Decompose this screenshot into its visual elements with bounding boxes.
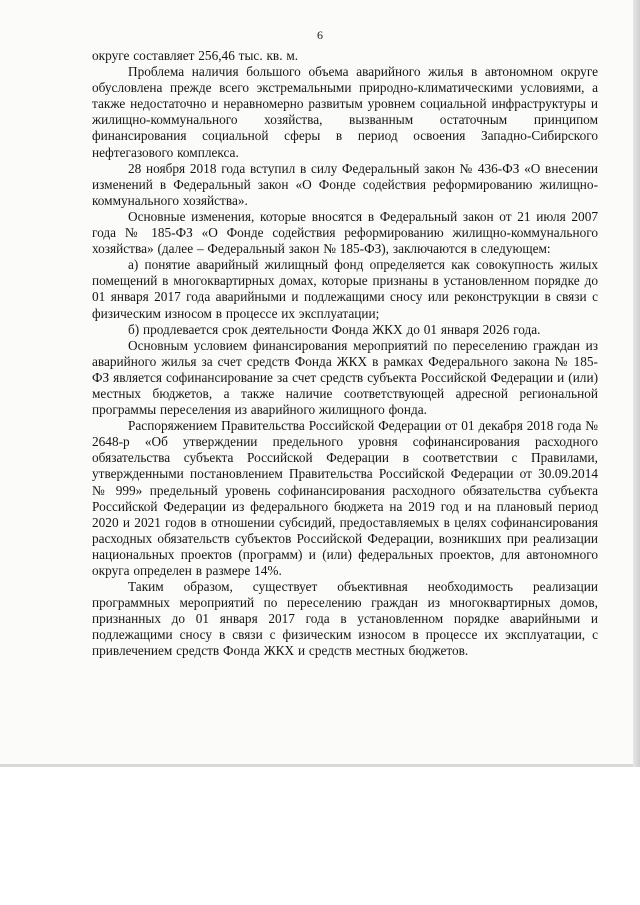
body-text: [92, 48, 598, 660]
paragraph-government-order: Распоряжением Правительства Российской Федерации от 01 декабря 2018 года № 2648-р «Об утверждении предельного уровня софинансирования расходного обязательства субъекта Российской Федерации в соответствии с Правилами, утвержденными постановлением Правительства Российской Федерации от 30.09.2014 № 999» предельный уровень софинансирования расходного обязательства субъекта Российской Федерации из федерального бюджета на 2019 год и на плановый период 2020 и 2021 годов в отношении субсидий, предоставляемых в целях софинансирования расходных обязательств субъектов Российской Федерации, возникших при реализации национальных проектов (программ) и (или) федеральных проектов, для автономного округа определен в размере 14%.: [92, 418, 598, 578]
scan-bottom-edge: [0, 764, 640, 767]
paragraph-emergency-housing-problem: Проблема наличия большого объема аварийного жилья в автономном округе обусловлена прежде всего экстремальными природно-климатическими условиями, а также недостаточно и неравномерно развитым уровнем социальной инфраструктуры и жилищно-коммунального хозяйства, вызванным остаточным принципом финансирования социальной сферы в период освоения Западно-Сибирского нефтегазового комплекса.: [92, 64, 598, 160]
paragraph-financing-condition: Основным условием финансирования мероприятий по переселению граждан из аварийного жилья за счет средств Фонда ЖКХ в рамках Федерального закона № 185-ФЗ является софинансирование за счет средств субъекта Российской Федерации и (или) местных бюджетов, а также наличие соответствующей адресной региональной программы переселения из аварийного жилищного фонда.: [92, 337, 598, 418]
page-number: 6: [317, 28, 323, 42]
paragraph-continuation: округе составляет 256,46 тыс. кв. м.: [92, 48, 299, 63]
paragraph-conclusion: Таким образом, существует объективная необходимость реализации программных мероприятий по переселению граждан из многоквартирных домов, признанных до 01 января 2017 года в установленном порядке аварийными и подлежащими сносу в связи с физическим износом в процессе их эксплуатации, с привлечением средств Фонда ЖКХ и средств местных бюджетов.: [92, 579, 598, 659]
paragraph-item-a: а) понятие аварийный жилищный фонд определяется как совокупность жилых помещений в многоквартирных домах, которые признаны в установленном порядке до 01 января 2017 года аварийными и подлежащими сносу или реконструкции в связи с физическим износом в процессе их эксплуатации;: [92, 257, 598, 321]
paragraph-item-b: б) продлевается срок деятельности Фонда ЖКХ до 01 января 2026 года.: [128, 321, 541, 337]
scan-right-edge: [633, 0, 640, 767]
paragraph-federal-law-436: 28 ноября 2018 года вступил в силу Федеральный закон № 436-ФЗ «О внесении изменений в Федеральный закон «О Фонде содействия реформированию жилищно-коммунального хозяйства».: [92, 160, 598, 208]
paragraph-main-changes: Основные изменения, которые вносятся в Федеральный закон от 21 июля 2007 года № 185-ФЗ «О Фонде содействия реформированию жилищно-коммунального хозяйства» (далее – Федеральный закон № 185-ФЗ), заключаются в следующем:: [92, 208, 598, 257]
